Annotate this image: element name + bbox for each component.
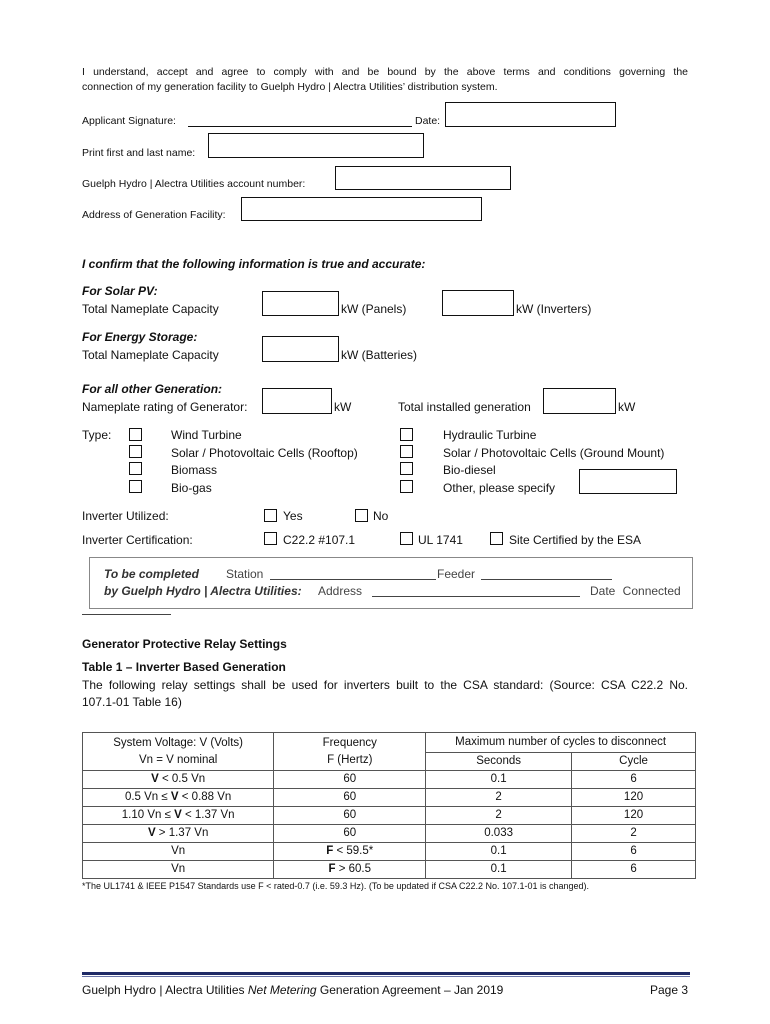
type-wind-checkbox[interactable] [129, 428, 142, 441]
cell-seconds [426, 771, 572, 789]
footer-rule-thin [82, 976, 690, 977]
agreement-text-line1: I understand, accept and agree to comply with and be bound by the above terms and conditions governing the [82, 66, 688, 78]
type-biomass-label: Biomass [171, 463, 218, 477]
type-solar-ground-checkbox[interactable] [400, 445, 413, 458]
table-row [83, 771, 696, 789]
type-other-label: Other, please specify [443, 481, 556, 495]
cell-seconds-part: 2 [495, 809, 502, 821]
kw-batteries-label: kW (Batteries) [341, 348, 418, 362]
cell-frequency-part: > 60.5 [335, 863, 371, 875]
table-row [83, 789, 696, 807]
cell-seconds-part: 0.1 [490, 845, 507, 857]
other-generation-heading: For all other Generation: [82, 382, 223, 396]
date-label: Date: [415, 115, 441, 127]
cell-cycle [572, 807, 696, 825]
storage-heading: For Energy Storage: [82, 330, 198, 344]
cell-frequency-part: 60 [343, 773, 357, 785]
cell-seconds-part: 0.1 [490, 773, 507, 785]
total-installed-field[interactable] [543, 388, 616, 414]
inverter-cert-label: Inverter Certification: [82, 533, 193, 547]
cell-voltage [83, 807, 274, 825]
relay-intro-line2: 107.1-01 Table 16) [82, 695, 182, 709]
cell-voltage-part: V [147, 827, 156, 839]
nameplate-label: Nameplate rating of Generator: [82, 400, 248, 414]
solar-panels-field[interactable] [262, 291, 339, 316]
footer-title-italic: Net Metering [247, 983, 317, 997]
cert-ul-label: UL 1741 [418, 533, 463, 547]
type-label: Type: [82, 428, 112, 442]
cell-seconds [426, 807, 572, 825]
agreement-text-line2: connection of my generation facility to Guelph Hydro | Alectra Utilities’ distribution system. [82, 81, 498, 93]
cell-voltage-part: < 0.88 Vn [178, 791, 232, 803]
table-row [83, 825, 696, 843]
cell-voltage-part: Vn [171, 863, 186, 875]
cert-c22-label: C22.2 #107.1 [283, 533, 356, 547]
cell-seconds [426, 825, 572, 843]
type-solar-rooftop-checkbox[interactable] [129, 445, 142, 458]
confirm-heading: I confirm that the following information is true and accurate: [82, 257, 426, 271]
header-voltage-line1: System Voltage: V (Volts) [113, 736, 244, 749]
cell-voltage [83, 861, 274, 879]
type-hydraulic-checkbox[interactable] [400, 428, 413, 441]
cell-frequency-part: F [326, 845, 334, 857]
date-connected-label: Date Connected [590, 584, 681, 598]
type-other-checkbox[interactable] [400, 480, 413, 493]
inverter-yes-checkbox[interactable] [264, 509, 277, 522]
cell-seconds [426, 789, 572, 807]
other-specify-field[interactable] [579, 469, 677, 494]
inverter-no-checkbox[interactable] [355, 509, 368, 522]
cell-frequency-part: 60 [343, 827, 357, 839]
cell-voltage-part: < 0.5 Vn [158, 773, 206, 785]
cell-cycle [572, 771, 696, 789]
nameplate-field[interactable] [262, 388, 332, 414]
cell-seconds [426, 843, 572, 861]
header-frequency-line1: Frequency [322, 736, 377, 749]
table-row [83, 861, 696, 879]
cell-frequency [274, 825, 426, 843]
cell-frequency [274, 789, 426, 807]
cell-voltage-part: V [170, 791, 179, 803]
cell-voltage-part: V [174, 809, 182, 821]
cell-voltage-part: Vn [171, 845, 186, 857]
address-field[interactable] [241, 197, 482, 221]
cell-voltage-part: 0.5 Vn ≤ [124, 791, 171, 803]
cell-voltage-part: V [151, 773, 159, 785]
cell-cycle-part: 120 [623, 791, 644, 803]
header-cycle: Cycle [572, 753, 696, 771]
account-number-label: Guelph Hydro | Alectra Utilities account number: [82, 178, 306, 190]
header-frequency [274, 733, 426, 771]
type-wind-label: Wind Turbine [171, 428, 242, 442]
utility-box-right-edge [692, 557, 693, 609]
relay-intro-line1: The following relay settings shall be used for inverters built to the CSA standard: (Source: CSA C22.2 No. [82, 678, 688, 692]
type-biogas-label: Bio-gas [171, 481, 212, 495]
account-number-field[interactable] [335, 166, 511, 190]
relay-heading: Generator Protective Relay Settings [82, 637, 287, 651]
station-label: Station [226, 567, 264, 581]
station-line[interactable] [270, 579, 436, 580]
cell-cycle-part: 6 [630, 773, 637, 785]
date-connected-line[interactable] [82, 614, 171, 615]
cell-frequency-part: < 59.5* [333, 845, 374, 857]
cell-voltage [83, 771, 274, 789]
cell-voltage-part: < 1.37 Vn [181, 809, 235, 821]
type-biodiesel-checkbox[interactable] [400, 462, 413, 475]
header-seconds: Seconds [426, 753, 572, 771]
utility-use-box [89, 557, 693, 609]
footer-rule [82, 972, 690, 975]
cell-cycle [572, 861, 696, 879]
cell-cycle [572, 843, 696, 861]
cell-cycle-part: 6 [630, 845, 637, 857]
solar-heading: For Solar PV: [82, 284, 158, 298]
table-row [83, 843, 696, 861]
type-solar-ground-label: Solar / Photovoltaic Cells (Ground Mount) [443, 446, 665, 460]
type-biodiesel-label: Bio-diesel [443, 463, 496, 477]
header-frequency-line2: F (Hertz) [327, 753, 373, 766]
footer-title [82, 983, 503, 997]
kw-inverters-label: kW (Inverters) [516, 302, 592, 316]
print-name-label: Print first and last name: [82, 147, 196, 159]
cell-voltage-part: > 1.37 Vn [155, 827, 209, 839]
cell-seconds-part: 2 [495, 791, 502, 803]
cert-c22-checkbox[interactable] [264, 532, 277, 545]
type-solar-rooftop-label: Solar / Photovoltaic Cells (Rooftop) [171, 446, 358, 460]
header-voltage-line2: Vn = V nominal [138, 753, 218, 766]
kw-label: kW [334, 400, 352, 414]
footer-title-pre: Guelph Hydro | Alectra Utilities [82, 983, 248, 997]
cell-seconds-part: 0.1 [490, 863, 507, 875]
cert-esa-checkbox[interactable] [490, 532, 503, 545]
cell-cycle [572, 825, 696, 843]
cell-frequency-part: 60 [343, 809, 357, 821]
print-name-field[interactable] [208, 133, 424, 158]
type-biogas-checkbox[interactable] [129, 480, 142, 493]
storage-batteries-field[interactable] [262, 336, 339, 362]
feeder-line[interactable] [481, 579, 612, 580]
cert-ul-checkbox[interactable] [400, 532, 413, 545]
relay-settings-table [82, 732, 696, 879]
footer-title-post: Generation Agreement – Jan 2019 [316, 983, 504, 997]
kw-panels-label: kW (Panels) [341, 302, 407, 316]
cell-seconds [426, 861, 572, 879]
utility-address-label: Address [318, 584, 363, 598]
utility-box-label-line2: by Guelph Hydro | Alectra Utilities: [104, 584, 302, 598]
storage-capacity-label: Total Nameplate Capacity [82, 348, 219, 362]
cell-seconds-part: 0.033 [484, 827, 513, 839]
total-installed-label: Total installed generation [398, 400, 531, 414]
cell-voltage [83, 825, 274, 843]
solar-capacity-label: Total Nameplate Capacity [82, 302, 219, 316]
cell-voltage-part: 1.10 Vn ≤ [121, 809, 175, 821]
inverter-no-label: No [373, 509, 389, 523]
header-voltage [83, 733, 274, 771]
page-number: Page 3 [650, 983, 689, 997]
cell-cycle-part: 2 [630, 827, 637, 839]
cell-frequency [274, 861, 426, 879]
cell-voltage [83, 789, 274, 807]
cell-frequency [274, 771, 426, 789]
cell-frequency-part: F [328, 863, 336, 875]
relay-footnote: *The UL1741 & IEEE P1547 Standards use F < rated-0.7 (i.e. 59.3 Hz). (To be updated if CSA C22.2 No. 107.1-01 is changed). [82, 881, 590, 891]
utility-box-label-line1: To be completed [104, 567, 199, 581]
date-field[interactable] [445, 102, 616, 127]
cell-frequency [274, 843, 426, 861]
inverter-utilized-label: Inverter Utilized: [82, 509, 169, 523]
type-biomass-checkbox[interactable] [129, 462, 142, 475]
signature-line[interactable] [188, 126, 412, 127]
cell-frequency [274, 807, 426, 825]
cell-voltage [83, 843, 274, 861]
signature-label: Applicant Signature: [82, 115, 176, 127]
cert-esa-label: Site Certified by the ESA [509, 533, 642, 547]
address-label: Address of Generation Facility: [82, 209, 226, 221]
cell-cycle-part: 120 [623, 809, 644, 821]
feeder-label: Feeder [437, 567, 476, 581]
solar-inverters-field[interactable] [442, 290, 514, 316]
type-hydraulic-label: Hydraulic Turbine [443, 428, 537, 442]
utility-address-line[interactable] [372, 596, 580, 597]
header-max-cycles: Maximum number of cycles to disconnect [426, 733, 696, 753]
inverter-yes-label: Yes [283, 509, 303, 523]
kw2-label: kW [618, 400, 636, 414]
table-row [83, 807, 696, 825]
cell-cycle [572, 789, 696, 807]
cell-cycle-part: 6 [630, 863, 637, 875]
cell-frequency-part: 60 [343, 791, 357, 803]
relay-table-title: Table 1 – Inverter Based Generation [82, 660, 286, 674]
